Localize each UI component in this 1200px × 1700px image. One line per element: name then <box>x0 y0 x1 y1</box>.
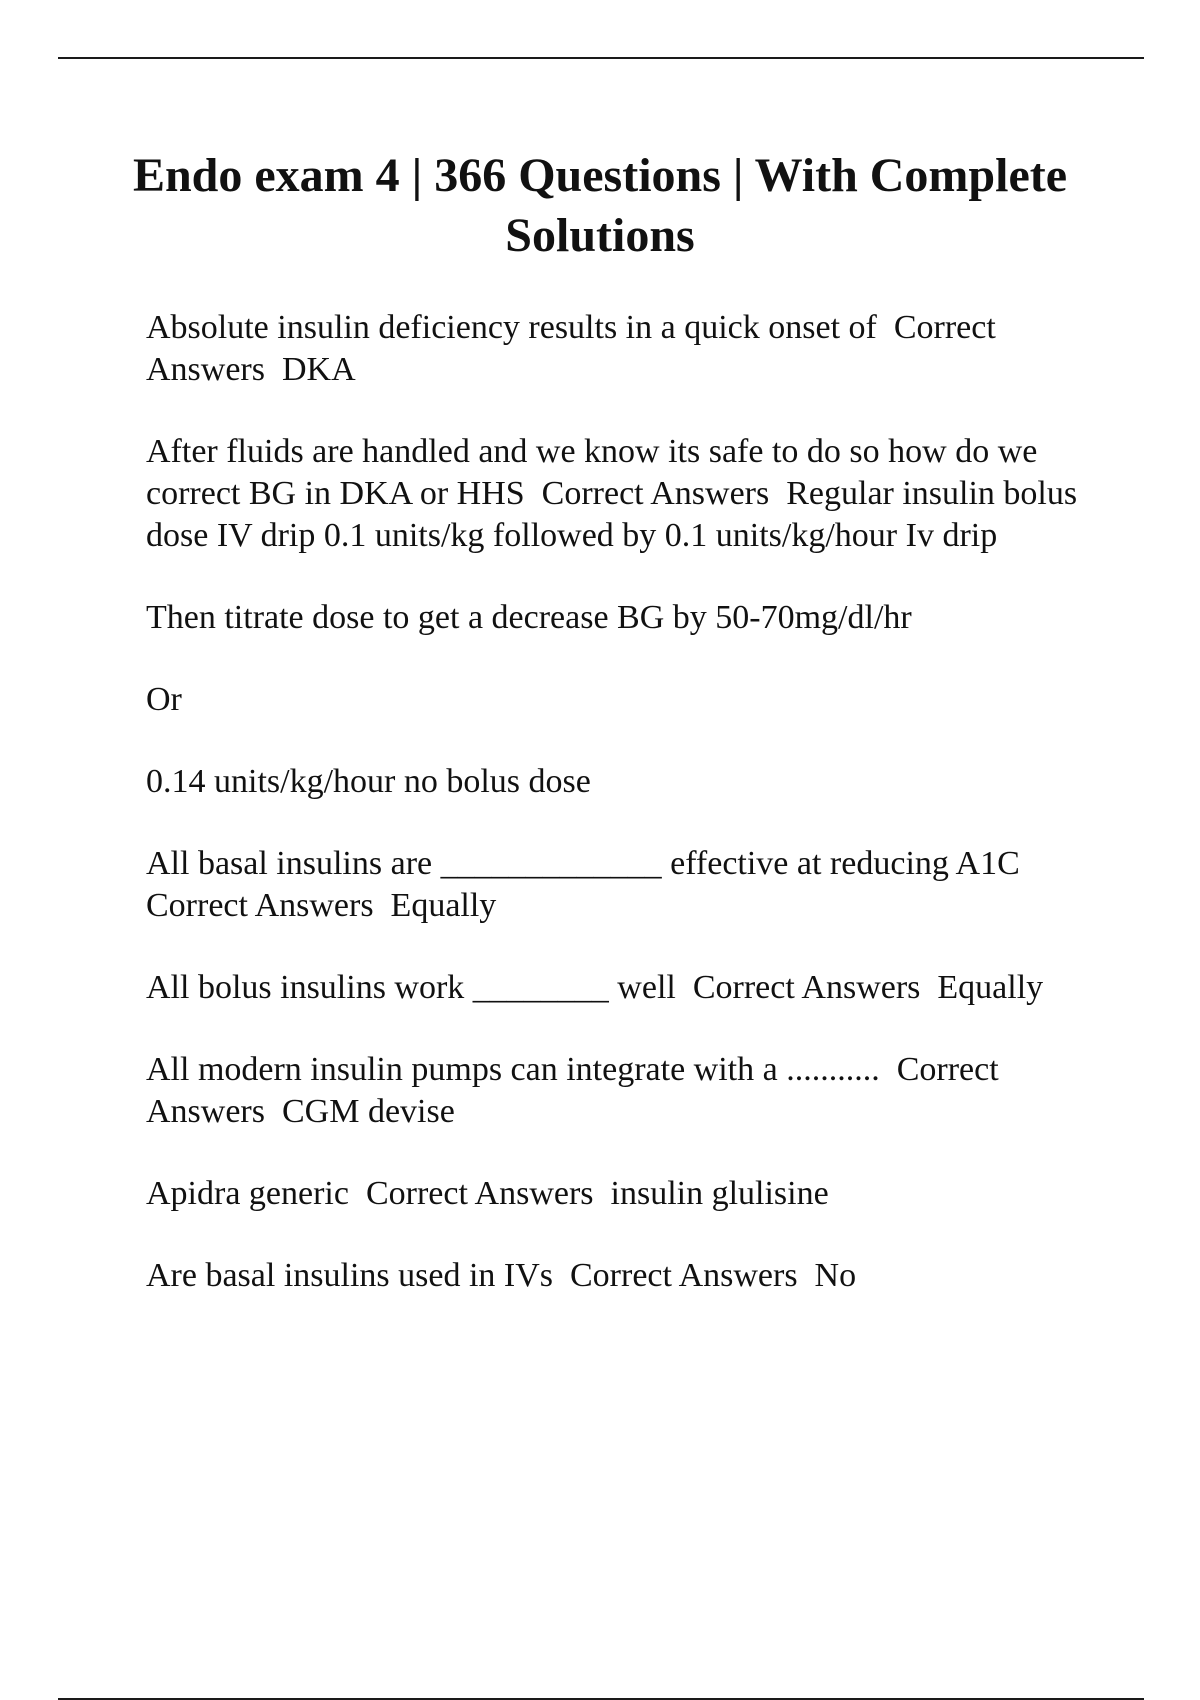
top-rule <box>58 57 1144 59</box>
qa-item-basal-insulins-iv: Are basal insulins used in IVs Correct Answers No <box>146 1257 857 1294</box>
qa-item-apidra-generic: Apidra generic Correct Answers insulin glulisine <box>146 1175 829 1212</box>
document-title: Endo exam 4 | 366 Questions | With Complete Solutions <box>132 149 1068 262</box>
document-body <box>146 307 1086 1337</box>
qa-item-insulin-pumps-cgm: All modern insulin pumps can integrate with a ........... Correct Answers CGM devise <box>146 1051 1006 1130</box>
qa-item-correct-bg-dka-hhs: After fluids are handled and we know its safe to do so how do we correct BG in DKA or HHS Correct Answers Regular insulin bolus dose IV drip 0.1 units/kg followed by 0.1 units/kg/hour Iv drip <box>146 433 1086 554</box>
qa-item-bolus-insulins: All bolus insulins work ________ well Correct Answers Equally <box>146 969 1044 1006</box>
paragraph-no-bolus-dose: 0.14 units/kg/hour no bolus dose <box>146 763 591 800</box>
qa-item-basal-insulins-a1c: All basal insulins are _____________ effective at reducing A1C Correct Answers Equally <box>146 845 1037 924</box>
qa-item-absolute-insulin-deficiency: Absolute insulin deficiency results in a quick onset of Correct Answers DKA <box>146 309 1003 388</box>
paragraph-or: Or <box>146 681 182 718</box>
paragraph-titrate-dose: Then titrate dose to get a decrease BG by 50-70mg/dl/hr <box>146 599 912 636</box>
